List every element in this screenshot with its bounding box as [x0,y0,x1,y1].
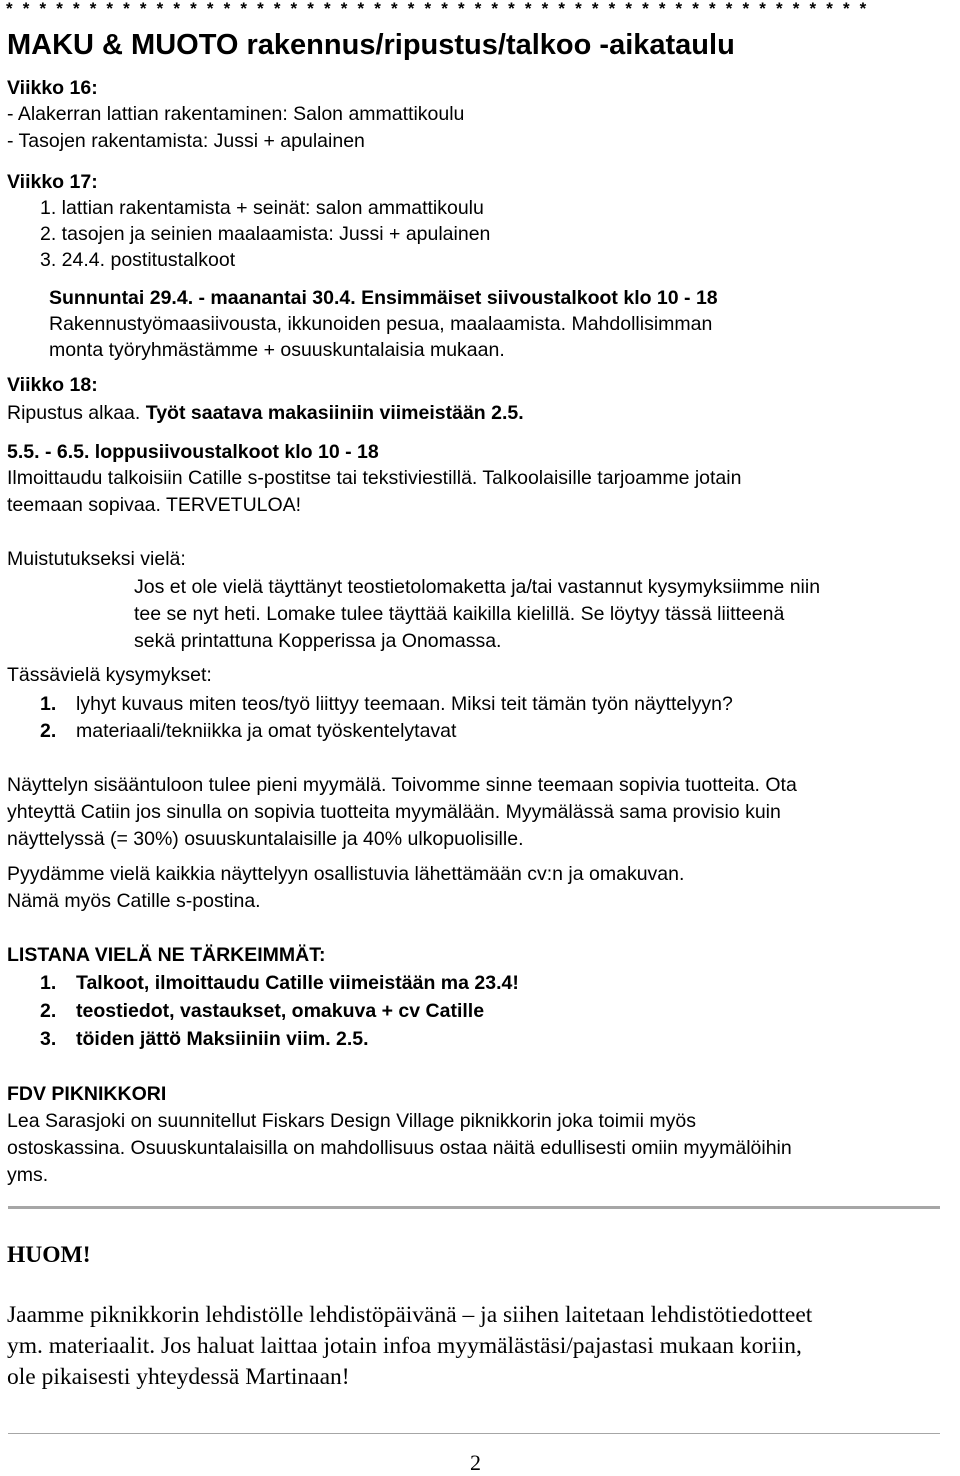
signup-text: Ilmoittaudu talkoisiin Catille s-postitse tai tekstiviestillä. Talkoolaisille tarjoamme jotain [7,467,742,489]
important-item: teostiedot, vastaukset, omakuva + cv Catille [76,1000,485,1022]
question-text: materiaali/tekniikka ja omat työskentelytavat [76,720,457,742]
important-heading: LISTANA VIELÄ NE TÄRKEIMMÄT: [7,944,326,966]
huom-text: ole pikaisesti yhteydessä Martinaan! [7,1364,350,1390]
hanging-line [7,401,524,425]
important-item: töiden jättö Maksiiniin viim. 2.5. [76,1028,369,1050]
cleanup-description: monta työryhmästämme + osuuskuntalaisia mukaan. [49,339,505,361]
footer-divider [8,1433,940,1434]
cleanup-event-1: Sunnuntai 29.4. - maanantai 30.4. Ensimmäiset siivoustalkoot klo 10 - 18 [49,287,718,309]
reminder-text: tee se nyt heti. Lomake tulee täyttää kaikilla kielillä. Se löytyy tässä liitteenä [134,603,785,625]
shop-text: Näyttelyn sisääntuloon tulee pieni myymälä. Toivomme sinne teemaan sopivia tuotteita. Ota [7,774,797,796]
fdv-heading: FDV PIKNIKKORI [7,1083,167,1105]
week17-item: 1. lattian rakentamista + seinät: salon ammattikoulu [40,197,484,219]
question-number: 2. [40,720,57,742]
reminder-text: Jos et ole vielä täyttänyt teostietolomaketta ja/tai vastannut kysymyksiimme niin [134,576,821,598]
week17-heading: Viikko 17: [7,171,98,193]
section-divider [8,1206,940,1209]
fdv-text: Lea Sarasjoki on suunnitellut Fiskars Design Village piknikkorin joka toimii myös [7,1110,696,1132]
reminder-text: sekä printattuna Kopperissa ja Onomassa. [134,630,502,652]
week18-heading: Viikko 18: [7,374,98,396]
huom-text: Jaamme piknikkorin lehdistölle lehdistöpäivänä – ja siihen laitetaan lehdistötiedotteet [7,1302,813,1328]
page-title: MAKU & MUOTO rakennus/ripustus/talkoo -aikataulu [7,29,735,61]
week17-item: 2. tasojen ja seinien maalaamista: Jussi + apulainen [40,223,491,245]
week16-item: - Alakerran lattian rakentaminen: Salon ammattikoulu [7,103,465,125]
important-number: 3. [40,1028,57,1050]
huom-text: ym. materiaalit. Jos haluat laittaa jotain infoa myymälästäsi/pajastasi mukaan koriin, [7,1333,802,1359]
cv-text: Nämä myös Catille s-postina. [7,890,261,912]
important-item: Talkoot, ilmoittaudu Catille viimeistään ma 23.4! [76,972,519,994]
hanging-start: Ripustus alkaa. [7,402,146,424]
signup-text: teemaan sopivaa. TERVETULOA! [7,494,302,516]
star-divider: * * * * * * * * * * * * * * * * * * * * * * * * * * * * * * * * * * * * * * * * * * * * * * * * * * * * [6,0,869,18]
questions-heading: Tässävielä kysymykset: [7,664,212,686]
shop-text: näyttelyssä (= 30%) osuuskuntalaisille ja 40% ulkopuolisille. [7,828,524,850]
huom-heading: HUOM! [7,1242,91,1268]
page-number: 2 [470,1450,481,1475]
fdv-text: ostoskassina. Osuuskuntalaisilla on mahdollisuus ostaa näitä edullisesti omiin myymälöihin [7,1137,792,1159]
important-number: 1. [40,972,57,994]
cv-text: Pyydämme vielä kaikkia näyttelyyn osallistuvia lähettämään cv:n ja omakuvan. [7,863,685,885]
question-text: lyhyt kuvaus miten teos/työ liittyy teemaan. Miksi teit tämän työn näyttelyyn? [76,693,733,715]
week16-heading: Viikko 16: [7,77,98,99]
fdv-text: yms. [7,1164,49,1186]
shop-text: yhteyttä Catiin jos sinulla on sopivia tuotteita myymälään. Myymälässä sama provisio kuin [7,801,781,823]
question-number: 1. [40,693,57,715]
cleanup-description: Rakennustyömaasiivousta, ikkunoiden pesua, maalaamista. Mahdollisimman [49,313,713,335]
week16-item: - Tasojen rakentamista: Jussi + apulainen [7,130,365,152]
cleanup-event-2: 5.5. - 6.5. loppusiivoustalkoot klo 10 - 18 [7,441,379,463]
reminder-heading: Muistutukseksi vielä: [7,548,186,570]
week17-item: 3. 24.4. postitustalkoot [40,249,236,271]
hanging-deadline: Työt saatava makasiiniin viimeistään 2.5. [145,402,524,424]
important-number: 2. [40,1000,57,1022]
